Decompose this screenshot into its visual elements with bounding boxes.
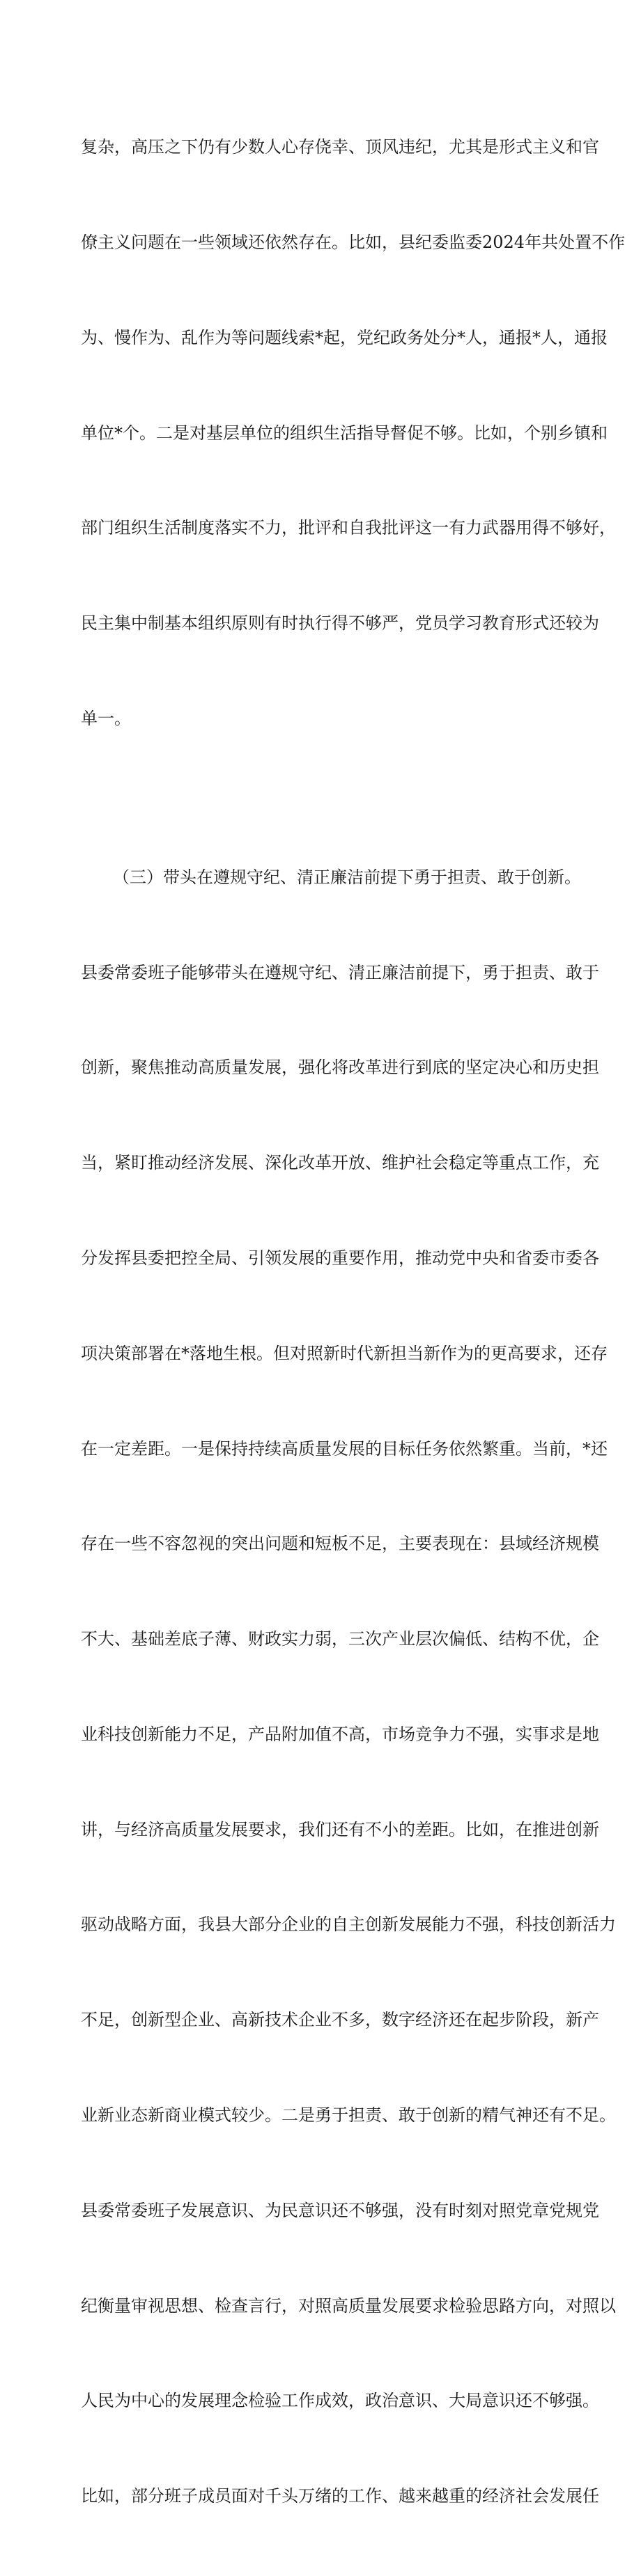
- text-line: 业新业态新商业模式较少。二是勇于担责、敢于创新的精气神还有不足。: [81, 2105, 616, 2125]
- text-line: 比如，部分班子成员面对千头万绪的工作、越来越重的经济社会发展任: [81, 2486, 599, 2506]
- text-line: 项决策部署在*落地生根。但对照新时代新担当新作为的更高要求，还存: [81, 1343, 608, 1363]
- text-line: 不大、基础差底子薄、财政实力弱，三次产业层次偏低、结构不优，企: [81, 1629, 599, 1649]
- text-line: 业科技创新能力不足，产品附加值不高，市场竞争力不强，实事求是地: [81, 1724, 599, 1744]
- text-line: 不足，创新型企业、高新技术企业不多，数字经济还在起步阶段，新产: [81, 2010, 599, 2030]
- text-line: 存在一些不容忽视的突出问题和短板不足，主要表现在：县域经济规模: [81, 1534, 599, 1554]
- text-line: 在一定差距。一是保持持续高质量发展的目标任务依然繁重。当前，*还: [81, 1438, 608, 1459]
- text-line: 人民为中心的发展理念检验工作成效，政治意识、大局意识还不够强。: [81, 2391, 599, 2411]
- section-heading: （三）带头在遵规守纪、清正廉洁前提下勇于担责、敢于创新。: [113, 867, 581, 887]
- text-line: 复杂，高压之下仍有少数人心存侥幸、顶风违纪，尤其是形式主义和官: [81, 137, 599, 157]
- text-line: 讲，与经济高质量发展要求，我们还有不小的差距。比如，在推进创新: [81, 1819, 599, 1839]
- text-line: 部门组织生活制度落实不力，批评和自我批评这一有力武器用得不够好，: [81, 518, 616, 538]
- text-line: 创新，聚焦推动高质量发展，强化将改革进行到底的坚定决心和历史担: [81, 1058, 599, 1078]
- text-line: 县委常委班子发展意识、为民意识还不够强，没有时刻对照党章党规党: [81, 2200, 599, 2220]
- text-line: 僚主义问题在一些领域还依然存在。比如，县纪委监委2024年共处置不作: [81, 232, 626, 252]
- text-line: 单一。: [81, 708, 131, 728]
- text-line: 驱动战略方面，我县大部分企业的自主创新发展能力不强，科技创新活力: [81, 1915, 616, 1935]
- document-body: [81, 68, 626, 2576]
- text-line: 为、慢作为、乱作为等问题线索*起，党纪政务处分*人，通报*人，通报: [81, 327, 608, 347]
- text-line: 分发挥县委把控全局、引领发展的重要作用，推动党中央和省委市委各: [81, 1248, 599, 1268]
- text-line: 县委常委班子能够带头在遵规守纪、清正廉洁前提下，勇于担责、敢于: [81, 962, 599, 982]
- text-line: 单位*个。二是对基层单位的组织生活指导督促不够。比如，个别乡镇和: [81, 423, 608, 443]
- text-line: 民主集中制基本组织原则有时执行得不够严，党员学习教育形式还较为: [81, 613, 599, 634]
- paragraph-1: [81, 68, 626, 799]
- paragraph-2: [81, 799, 616, 2576]
- text-line: 当，紧盯推动经济发展、深化改革开放、维护社会稳定等重点工作，充: [81, 1153, 599, 1173]
- text-line: 纪衡量审视思想、检查言行，对照高质量发展要求检验思路方向，对照以: [81, 2295, 616, 2316]
